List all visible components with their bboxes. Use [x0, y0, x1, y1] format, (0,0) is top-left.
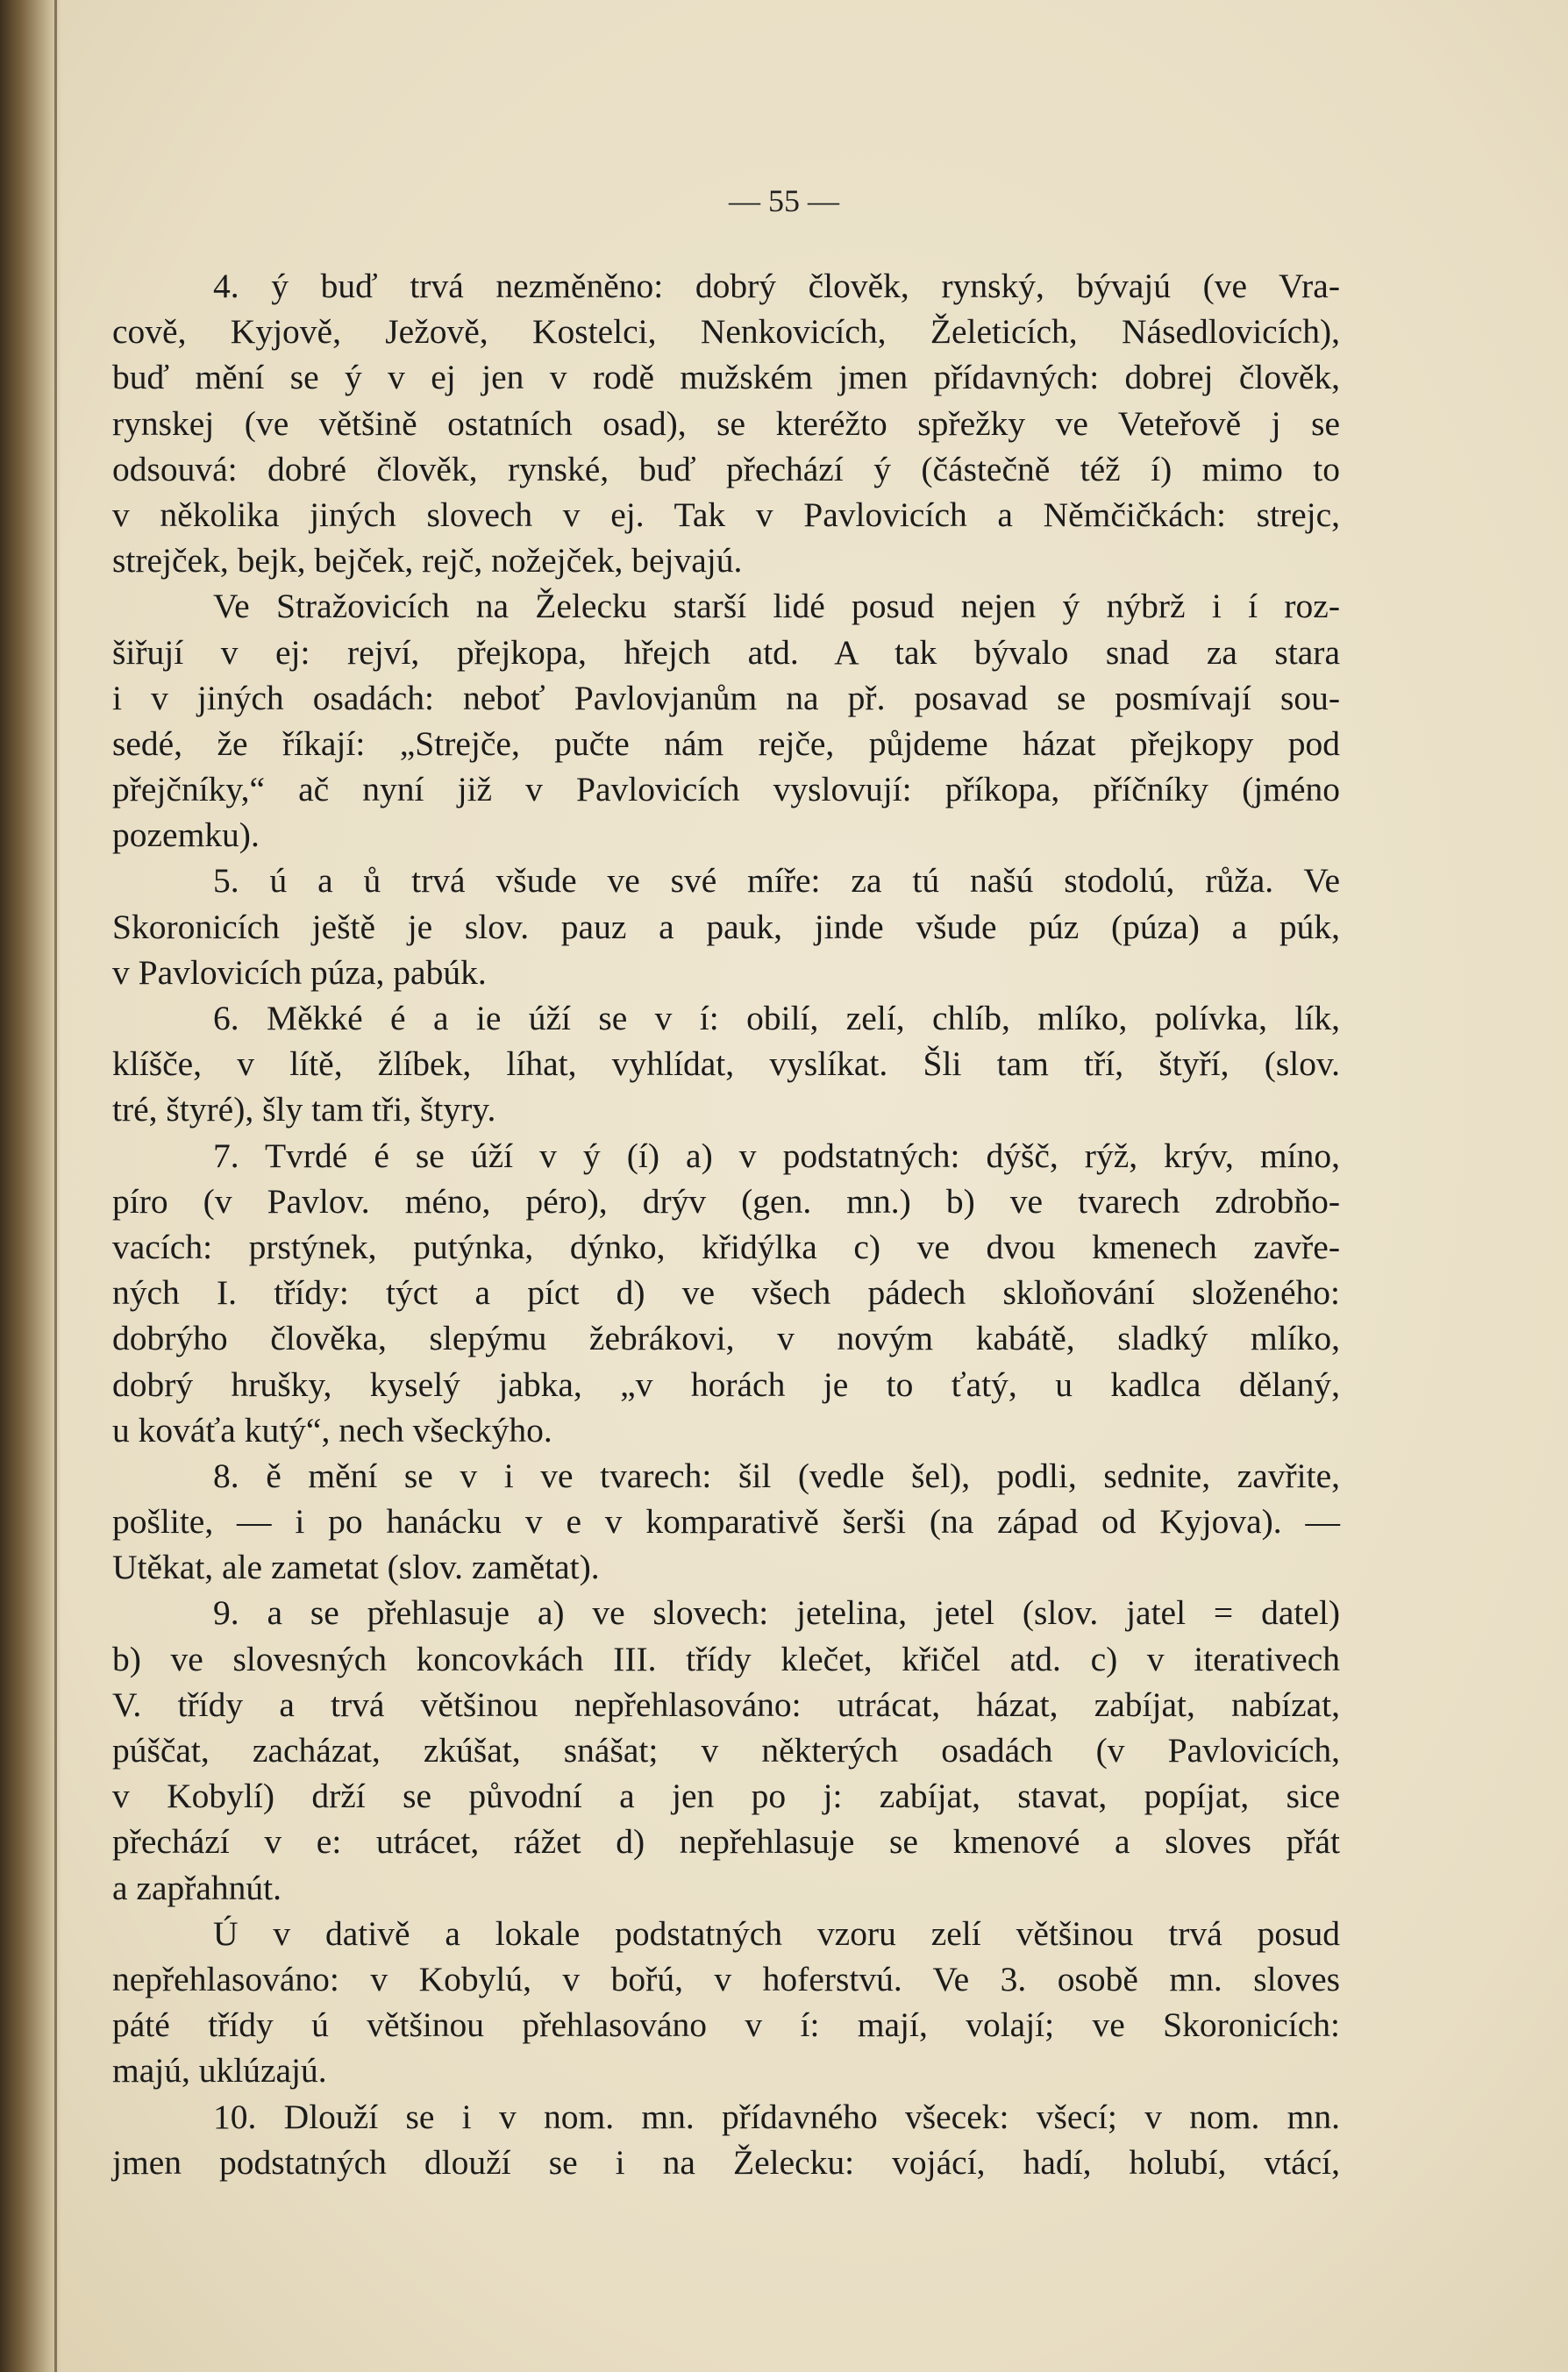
page-number: — 55 — [729, 183, 839, 218]
text-line: sedé, že říkají: „Strejče, pučte nám rejče, půjdeme házat přejkopy pod [112, 723, 1340, 763]
text-line: šiřují v ej: rejví, přejkopa, hřejch atd. A tak bývalo snad za stara [112, 632, 1340, 672]
text-line: páté třídy ú většinou přehlasováno v í: mají, volají; ve Skoronicích: [112, 2005, 1340, 2045]
text-line: 7. Tvrdé é se úží v ý (í) a) v podstatných: dýšč, rýž, krýv, míno, [213, 1136, 1340, 1175]
text-line: v Pavlovicích púza, pabúk. [112, 952, 487, 992]
text-line: přechází v e: utrácet, rážet d) nepřehlasuje se kmenové a sloves přát [112, 1822, 1340, 1862]
text-line: 4. ý buď trvá nezměněno: dobrý člověk, rynský, bývajú (ve Vra- [213, 267, 1340, 305]
binding-shadow [0, 0, 61, 2372]
text-line: dobrýho člověka, slepýmu žebrákovi, v novým kabátě, sladký mlíko, [112, 1319, 1340, 1358]
text-line: 8. ě mění se v i ve tvarech: šil (vedle šel), podli, sednite, zavřite, [213, 1456, 1340, 1495]
text-line: v Kobylí) drží se původní a jen po j: zabíjat, stavat, popíjat, sice [112, 1777, 1340, 1816]
text-line: a zapřahnút. [112, 1868, 282, 1907]
text-line: 5. ú a ů trvá všude ve své míře: za tú našú stodolú, růža. Ve [213, 861, 1340, 901]
text-line: pozemku). [112, 816, 260, 855]
text-line: odsouvá: dobré člověk, rynské, buď přechází ý (částečně též í) mimo to [112, 449, 1340, 488]
text-line: b) ve slovesných koncovkách III. třídy klečet, křičel atd. c) v iterativech [112, 1639, 1340, 1678]
text-line: 10. Dlouží se i v nom. mn. přídavného všecek: všecí; v nom. mn. [213, 2097, 1340, 2136]
text-line: dobrý hrušky, kyselý jabka, „v horách je to ťatý, u kadlca dělaný, [112, 1364, 1340, 1404]
text-line: u kováťa kutý“, nech všeckýho. [112, 1410, 552, 1450]
text-line: 6. Měkké é a ie úží se v í: obilí, zelí, chlíb, mlíko, polívka, lík, [213, 999, 1340, 1037]
text-line: rynskej (ve většině ostatních osad), se kteréžto spřežky ve Veteřově j se [112, 403, 1340, 443]
text-line: nepřehlasováno: v Kobylú, v bořú, v hoferstvú. Ve 3. osobě mn. sloves [112, 1959, 1340, 1998]
text-line: púščat, zacházat, zkúšat, snášat; v některých osadách (v Pavlovicích, [112, 1731, 1340, 1770]
text-line: majú, uklúzajú. [112, 2051, 327, 2091]
text-line: v několika jiných slovech v ej. Tak v Pavlovicích a Němčičkách: strejc, [112, 495, 1340, 534]
text-line: i v jiných osadách: neboť Pavlovjanům na př. posavad se posmívají sou- [112, 678, 1340, 717]
text-line: píro (v Pavlov. méno, péro), drýv (gen. mn.) b) ve tvarech zdrobňo- [112, 1181, 1340, 1221]
text-line: V. třídy a trvá většinou nepřehlasováno: utrácat, házat, zabíjat, nabízat, [112, 1685, 1340, 1724]
text-line: přejčníky,“ ač nyní již v Pavlovicích vyslovují: příkopa, příčníky (jméno [112, 770, 1340, 809]
binding-edge [54, 0, 57, 2372]
text-line: pošlite, — i po hanácku v e v komparativě šerši (na západ od Kyjova). — [112, 1502, 1340, 1542]
body-text [112, 263, 1340, 2185]
text-line: tré, štyré), šly tam tři, štyry. [112, 1090, 496, 1129]
text-line: jmen podstatných dlouží se i na Želecku: vojácí, hadí, holubí, vtácí, [112, 2142, 1340, 2182]
text-line: Ve Stražovicích na Želecku starší lidé posud nejen ý nýbrž i í roz- [213, 587, 1340, 626]
text-line: buď mění se ý v ej jen v rodě mužském jmen přídavných: dobrej člověk, [112, 358, 1340, 397]
text-line: klíšče, v lítě, žlíbek, líhat, vyhlídat, vyslíkat. Šli tam tří, štyří, (slov. [112, 1044, 1340, 1084]
text-line: Utěkat, ale zametat (slov. zamětat). [112, 1548, 600, 1587]
text-line: strejček, bejk, bejček, rejč, nožejček, bejvajú. [112, 541, 743, 581]
text-line: 9. a se přehlasuje a) ve slovech: jetelina, jetel (slov. jatel = datel) [213, 1593, 1340, 1633]
text-line: Skoronicích ještě je slov. pauz a pauk, jinde všude púz (púza) a púk, [112, 907, 1340, 946]
text-line: cově, Kyjově, Ježově, Kostelci, Nenkovicích, Želeticích, Násedlovicích), [112, 312, 1340, 352]
text-line: Ú v dativě a lokale podstatných vzoru zelí většinou trvá posud [213, 1913, 1340, 1953]
text-line: ných I. třídy: týct a píct d) ve všech pádech skloňování složeného: [112, 1273, 1340, 1313]
text-line: vacích: prstýnek, putýnka, dýnko, křidýlka c) ve dvou kmenech zavře- [112, 1227, 1340, 1266]
